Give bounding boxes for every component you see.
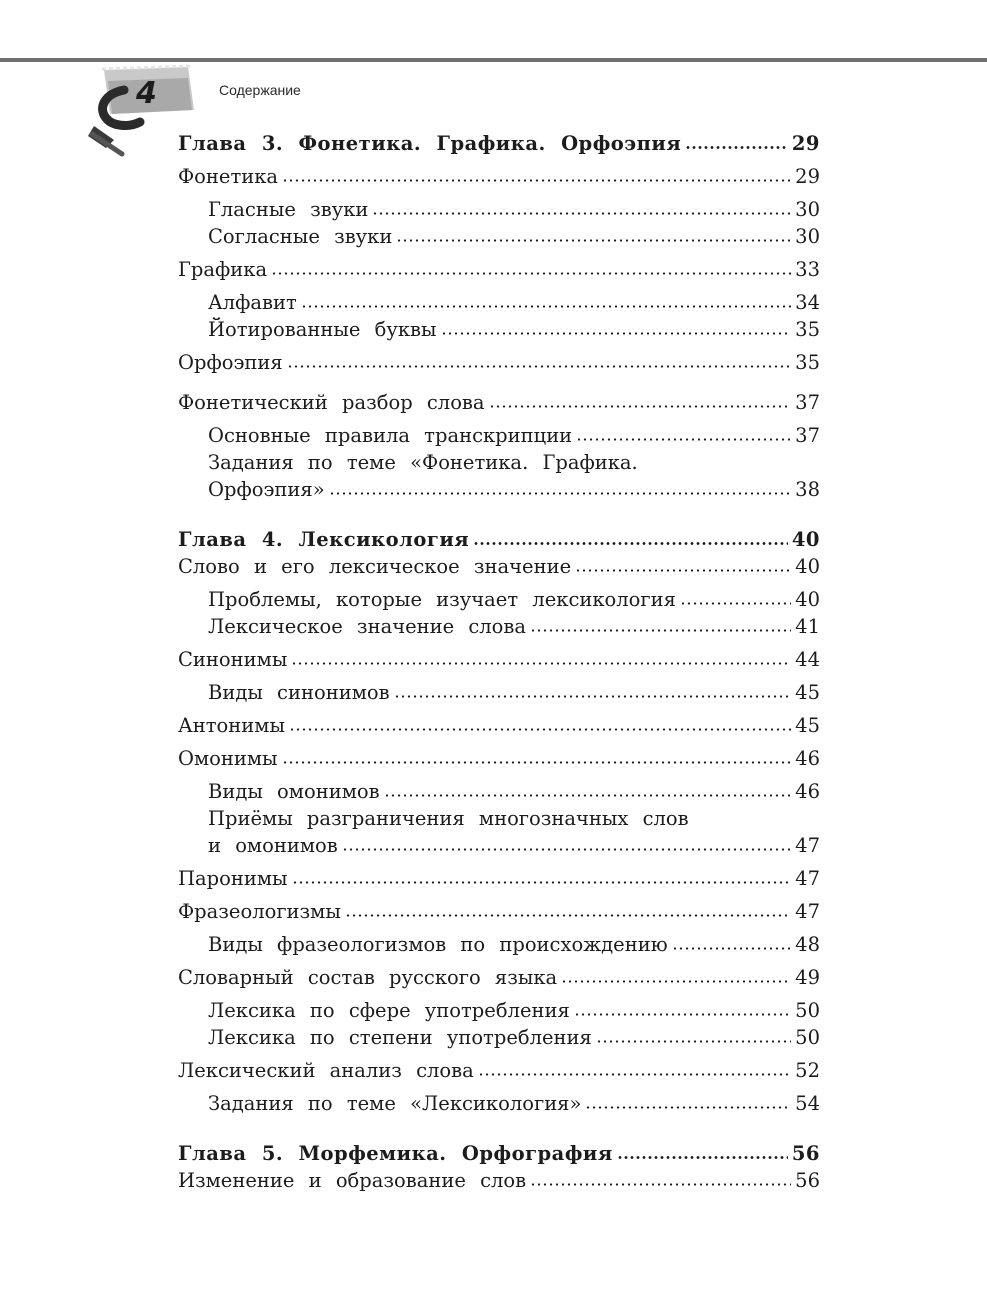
toc-title-line: Приёмы разграничения многозначных слов (208, 807, 689, 830)
dot-leader (561, 979, 791, 984)
dot-leader (575, 568, 791, 573)
toc-title: Гласные звуки (208, 198, 369, 221)
toc-entry[interactable] (178, 553, 820, 580)
toc-title: Виды синонимов (208, 681, 390, 704)
toc-entry[interactable] (178, 931, 820, 958)
toc-page: 35 (795, 351, 820, 374)
toc-page: 30 (795, 198, 820, 221)
toc-page: 33 (795, 258, 820, 281)
toc-page: 40 (795, 555, 820, 578)
toc-page: 37 (795, 424, 820, 447)
toc-title: Виды омонимов (208, 780, 380, 803)
dot-leader (396, 238, 791, 243)
toc-entry[interactable] (178, 1057, 820, 1084)
dot-leader (530, 628, 791, 633)
toc-title: Синонимы (178, 648, 288, 671)
toc-page: 29 (795, 165, 820, 188)
toc-entry[interactable] (178, 316, 820, 343)
toc-title: Глава 4. Лексикология (178, 528, 470, 551)
toc-title: Алфавит (208, 291, 297, 314)
toc-entry[interactable] (178, 1140, 820, 1167)
toc-page: 54 (795, 1092, 820, 1115)
toc-entry[interactable] (178, 586, 820, 613)
toc-title: Фонетический разбор слова (178, 391, 485, 414)
toc-entry[interactable] (178, 865, 820, 892)
dot-leader (345, 913, 791, 918)
toc-title: Виды фразеологизмов по происхождению (208, 933, 668, 956)
toc-title: Паронимы (178, 867, 288, 890)
section-title: Содержание (219, 82, 301, 98)
toc-title: Йотированные буквы (208, 318, 437, 341)
toc-page: 45 (795, 714, 820, 737)
dot-leader (473, 541, 788, 546)
dot-leader (384, 793, 792, 798)
dot-leader (574, 1012, 791, 1017)
dot-leader (680, 601, 791, 606)
toc-page: 50 (795, 1026, 820, 1049)
toc-page: 37 (795, 391, 820, 414)
toc-title: Орфоэпия» (208, 478, 325, 501)
toc-title-line: Задания по теме «Фонетика. Графика. (208, 451, 638, 474)
dot-leader (289, 727, 791, 732)
toc-title: Орфоэпия (178, 351, 283, 374)
dot-leader (271, 271, 791, 276)
toc-entry-multiline[interactable] (178, 805, 820, 859)
toc-title: Лексический анализ слова (178, 1059, 474, 1082)
toc-entry[interactable] (178, 1167, 820, 1194)
dot-leader (585, 1105, 791, 1110)
toc-entry[interactable] (178, 745, 820, 772)
toc-entry[interactable] (178, 422, 820, 449)
toc-title: Глава 3. Фонетика. Графика. Орфоэпия (178, 132, 682, 155)
toc-entry-last-line (178, 832, 820, 859)
toc-entry[interactable] (178, 679, 820, 706)
toc-title: Словарный состав русского языка (178, 966, 558, 989)
toc-page: 46 (795, 780, 820, 803)
toc-entry[interactable] (178, 289, 820, 316)
toc-entry[interactable] (178, 997, 820, 1024)
toc-entry[interactable] (178, 130, 820, 157)
toc-entry[interactable] (178, 778, 820, 805)
toc-title: Глава 5. Морфемика. Орфография (178, 1142, 613, 1165)
dot-leader (441, 331, 792, 336)
toc-page: 47 (795, 834, 820, 857)
toc-entry-last-line (178, 476, 820, 503)
toc-entry-multiline[interactable] (178, 449, 820, 503)
table-of-contents (178, 130, 820, 1194)
toc-title: Основные правила транскрипции (208, 424, 573, 447)
header-rule (0, 58, 987, 62)
toc-page: 40 (795, 588, 820, 611)
dot-leader (287, 364, 791, 369)
dot-leader (291, 661, 791, 666)
toc-page: 48 (795, 933, 820, 956)
toc-page: 56 (795, 1169, 820, 1192)
toc-page: 46 (795, 747, 820, 770)
dot-leader (329, 491, 792, 496)
toc-entry[interactable] (178, 349, 820, 376)
toc-page: 49 (795, 966, 820, 989)
toc-title: Слово и его лексическое значение (178, 555, 572, 578)
toc-title: Задания по теме «Лексикология» (208, 1092, 582, 1115)
toc-entry[interactable] (178, 613, 820, 640)
dot-leader (292, 880, 792, 885)
dot-leader (672, 946, 792, 951)
dot-leader (576, 437, 791, 442)
dot-leader (685, 145, 788, 150)
dot-leader (489, 404, 792, 409)
toc-page: 30 (795, 225, 820, 248)
dot-leader (282, 178, 791, 183)
toc-entry[interactable] (178, 1090, 820, 1117)
toc-entry[interactable] (178, 223, 820, 250)
dot-leader (478, 1072, 791, 1077)
toc-entry[interactable] (178, 964, 820, 991)
toc-page: 52 (795, 1059, 820, 1082)
toc-page: 50 (795, 999, 820, 1022)
toc-title: Изменение и образование слов (178, 1169, 527, 1192)
toc-title: Лексика по сфере употребления (208, 999, 570, 1022)
toc-title: Лексическое значение слова (208, 615, 527, 638)
dot-leader (372, 211, 791, 216)
toc-page: 34 (795, 291, 820, 314)
dot-leader (342, 847, 791, 852)
toc-page: 35 (795, 318, 820, 341)
toc-page: 40 (791, 528, 820, 551)
toc-title: Омонимы (178, 747, 278, 770)
dot-leader (530, 1182, 791, 1187)
toc-entry[interactable] (178, 389, 820, 416)
dot-leader (282, 760, 792, 765)
toc-entry[interactable] (178, 712, 820, 739)
toc-page: 45 (795, 681, 820, 704)
toc-page: 29 (791, 132, 820, 155)
toc-entry[interactable] (178, 1024, 820, 1051)
toc-title: и омонимов (208, 834, 338, 857)
toc-page: 47 (795, 900, 820, 923)
toc-entry[interactable] (178, 526, 820, 553)
dot-leader (394, 694, 792, 699)
toc-title: Фонетика (178, 165, 279, 188)
toc-page: 47 (795, 867, 820, 890)
toc-entry[interactable] (178, 646, 820, 673)
toc-title: Согласные звуки (208, 225, 393, 248)
toc-title: Лексика по степени употребления (208, 1026, 592, 1049)
dot-leader (301, 304, 791, 309)
toc-page: 56 (791, 1142, 820, 1165)
toc-title: Графика (178, 258, 268, 281)
toc-page: 38 (795, 478, 820, 501)
page-number: 4 (136, 76, 157, 111)
toc-entry[interactable] (178, 163, 820, 190)
toc-title: Проблемы, которые изучает лексикология (208, 588, 676, 611)
toc-title: Антонимы (178, 714, 285, 737)
toc-page: 41 (795, 615, 820, 638)
dot-leader (617, 1155, 788, 1160)
toc-entry[interactable] (178, 256, 820, 283)
toc-title: Фразеологизмы (178, 900, 341, 923)
toc-entry[interactable] (178, 196, 820, 223)
dot-leader (596, 1039, 791, 1044)
toc-page: 44 (795, 648, 820, 671)
toc-entry[interactable] (178, 898, 820, 925)
